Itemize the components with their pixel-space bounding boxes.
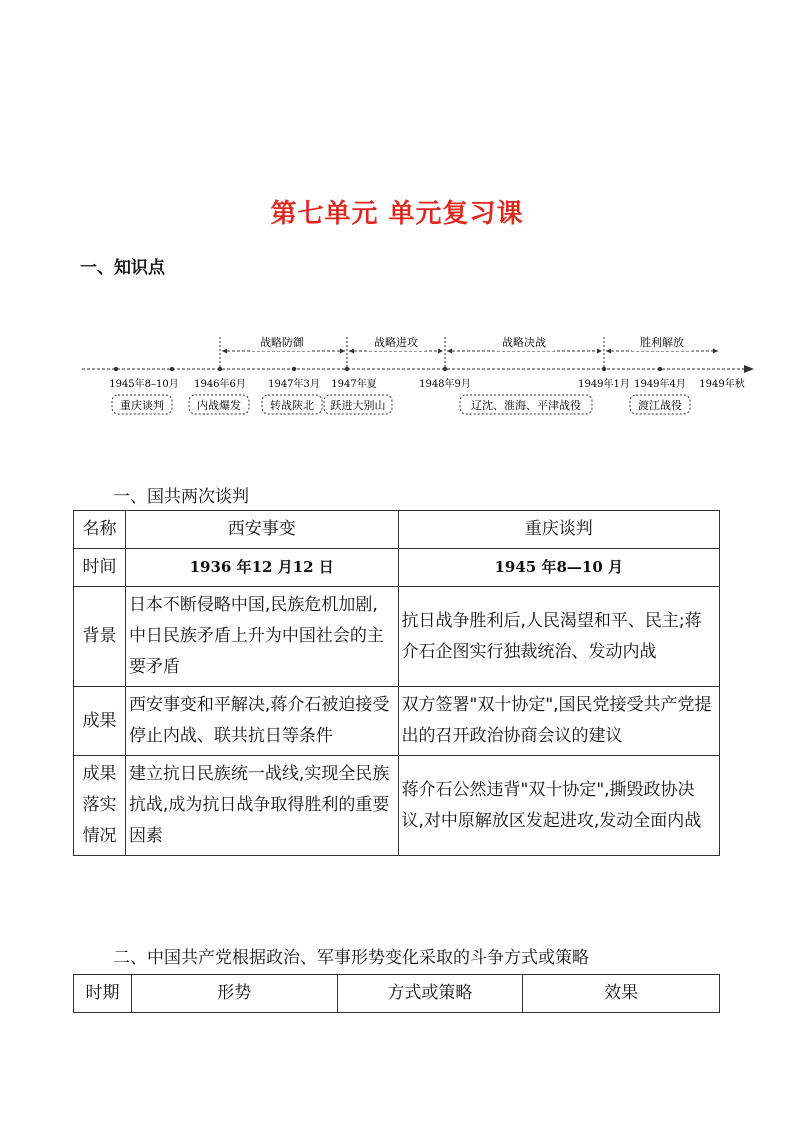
- timeline-event: 转战陕北: [270, 399, 314, 412]
- table-header-row: [74, 511, 720, 549]
- timeline-date: 1949年秋: [699, 379, 745, 390]
- timeline-event: 内战爆发: [197, 399, 241, 412]
- table-cell: 1936 年12 月12 日: [125, 549, 398, 587]
- table-cell: 日本不断侵略中国,民族危机加剧,中日民族矛盾上升为中国社会的主要矛盾: [125, 587, 398, 687]
- table-header: 形势: [131, 975, 337, 1013]
- timeline-date: 1947年夏: [331, 379, 377, 390]
- table-cell: 蒋介石公然违背"双十协定",撕毁政协决议,对中原解放区发起进攻,发动全面内战: [398, 756, 720, 856]
- table-cell: 双方签署"双十协定",国民党接受共产党提出的召开政治协商会议的建议: [398, 687, 720, 756]
- timeline-date: 1947年3月: [268, 379, 320, 390]
- table-header-row: [74, 975, 720, 1013]
- row-label: 成果: [74, 687, 126, 756]
- strategy-table: [73, 974, 720, 1013]
- row-label: 背景: [74, 587, 126, 687]
- phase-label: 战略决战: [502, 336, 546, 349]
- table-header: 方式或策略: [337, 975, 523, 1013]
- table-cell: 建立抗日民族统一战线,实现全民族抗战,成为抗日战争取得胜利的重要因素: [125, 756, 398, 856]
- timeline-date: 1946年6月: [194, 379, 246, 390]
- phase-label: 胜利解放: [640, 336, 684, 349]
- table-row: [74, 687, 720, 756]
- row-label: 时间: [74, 549, 126, 587]
- table2-heading: 二、中国共产党根据政治、军事形势变化采取的斗争方式或策略: [113, 948, 589, 968]
- table-row: [74, 587, 720, 687]
- section-heading: 一、知识点: [80, 258, 165, 278]
- timeline-date: 1949年4月: [634, 379, 686, 390]
- table-header: 重庆谈判: [398, 511, 720, 549]
- timeline-date: 1945年8–10月: [109, 379, 179, 390]
- timeline-event: 渡江战役: [638, 399, 682, 412]
- table-row: [74, 549, 720, 587]
- timeline-diagram: [72, 325, 762, 425]
- table1-heading: 一、国共两次谈判: [113, 487, 249, 507]
- timeline-event: 重庆谈判: [120, 399, 164, 412]
- phase-label: 战略进攻: [374, 336, 418, 349]
- timeline-date: 1949年1月: [578, 379, 630, 390]
- table-header: 西安事变: [125, 511, 398, 549]
- negotiations-table: [73, 510, 720, 856]
- table-cell: 1945 年8—10 月: [398, 549, 720, 587]
- table-row: [74, 756, 720, 856]
- timeline-event: 辽沈、淮海、平津战役: [471, 399, 581, 412]
- row-label: 成果落实情况: [74, 756, 126, 856]
- table-header: 效果: [523, 975, 720, 1013]
- timeline-event: 跃进大别山: [330, 399, 386, 412]
- phase-label: 战略防御: [260, 336, 304, 349]
- timeline-date: 1948年9月: [419, 379, 471, 390]
- table-header: 时期: [74, 975, 132, 1013]
- table-cell: 抗日战争胜利后,人民渴望和平、民主;蒋介石企图实行独裁统治、发动内战: [398, 587, 720, 687]
- table-header: 名称: [74, 511, 126, 549]
- table-cell: 西安事变和平解决,蒋介石被迫接受停止内战、联共抗日等条件: [125, 687, 398, 756]
- page-title: 第七单元 单元复习课: [270, 199, 524, 229]
